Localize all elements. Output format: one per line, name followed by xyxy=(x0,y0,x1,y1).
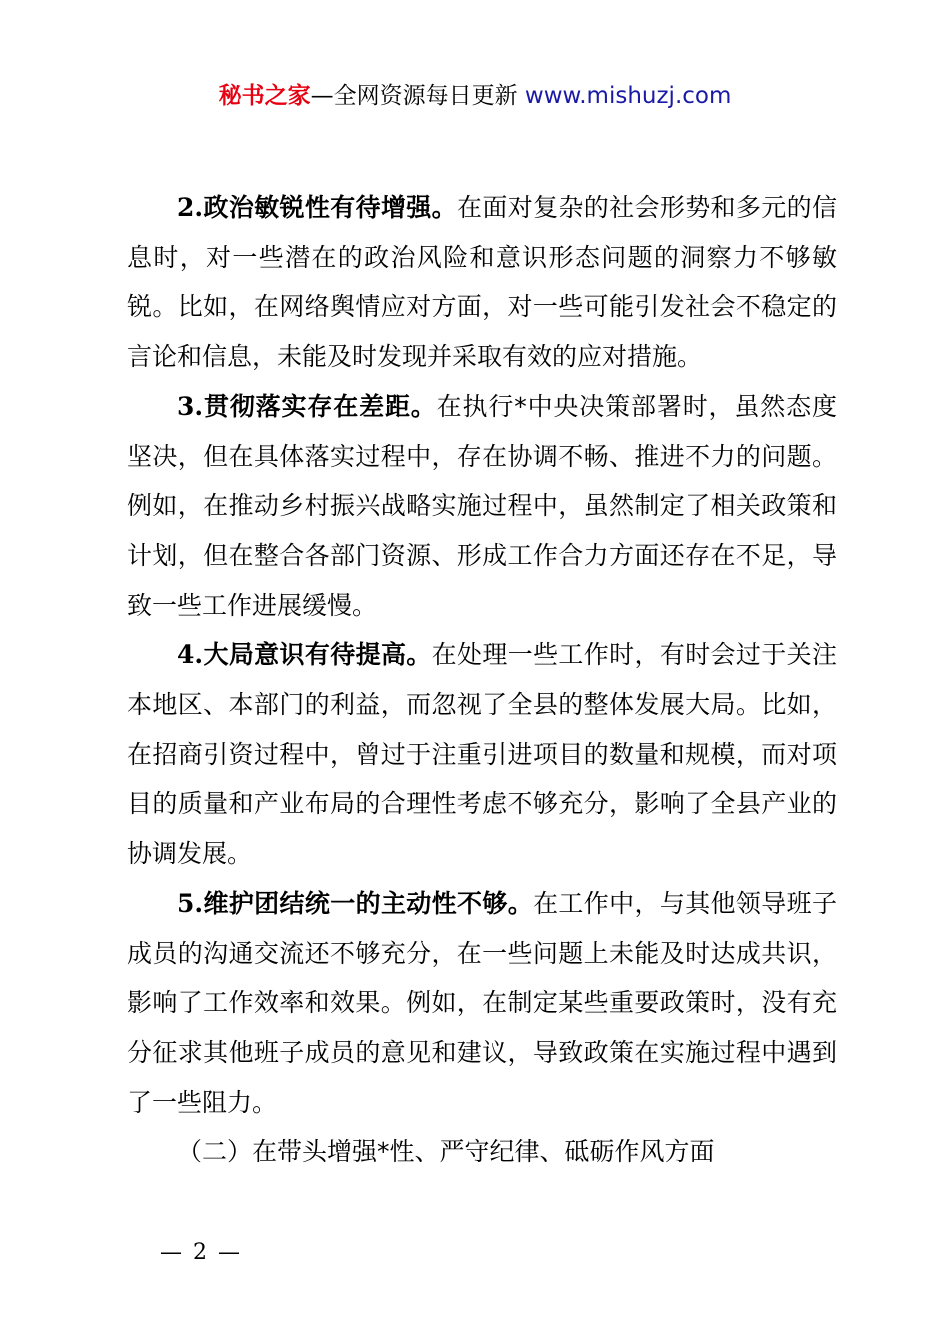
paragraph-item-5 xyxy=(127,879,837,1128)
item-heading: 政治敏锐性有待增强。 xyxy=(203,193,458,222)
item-text: 在执行*中央决策部署时，虽然态度坚决，但在具体落实过程中，存在协调不畅、推进不力的问题。例如，在推动乡村振兴战略实施过程中，虽然制定了相关政策和计划，但在整合各部门资源、形成工作合力方面还存在不足，导致一些工作进展缓慢。 xyxy=(127,391,837,620)
paragraph-item-2 xyxy=(127,183,837,382)
item-heading: 维护团结统一的主动性不够。 xyxy=(203,888,534,918)
paragraph-item-4 xyxy=(127,630,837,879)
item-number: 2. xyxy=(177,193,204,222)
header-tagline: 全网资源每日更新 xyxy=(333,83,518,109)
item-number: 4. xyxy=(177,640,204,670)
page-header xyxy=(0,80,950,112)
item-number: 5. xyxy=(177,888,204,918)
site-url-link[interactable]: www.mishuzj.com xyxy=(524,83,732,109)
section-heading: （二）在带头增强*性、严守纪律、砥砺作风方面 xyxy=(177,1137,715,1167)
item-text: 在处理一些工作时，有时会过于关注本地区、本部门的利益，而忽视了全县的整体发展大局。比如，在招商引资过程中，曾过于注重引进项目的数量和规模，而对项目的质量和产业布局的合理性考虑不够充分，影响了全县产业的协调发展。 xyxy=(127,640,837,869)
item-heading: 贯彻落实存在差距。 xyxy=(203,391,437,421)
item-number: 3. xyxy=(177,391,204,421)
item-text: 在面对复杂的社会形势和多元的信息时，对一些潜在的政治风险和意识形态问题的洞察力不够敏锐。比如，在网络舆情应对方面，对一些可能引发社会不稳定的言论和信息，未能及时发现并采取有效的应对措施。 xyxy=(127,193,837,372)
document-body xyxy=(127,183,837,1177)
site-brand: 秘书之家 xyxy=(218,83,311,109)
page-number: — 2 — xyxy=(160,1240,242,1265)
paragraph-item-3 xyxy=(127,382,837,631)
header-dash: — xyxy=(310,83,334,109)
item-text: 在工作中，与其他领导班子成员的沟通交流还不够充分，在一些问题上未能及时达成共识，影响了工作效率和效果。例如，在制定某些重要政策时，没有充分征求其他班子成员的意见和建议，导致政策在实施过程中遇到了一些阻力。 xyxy=(127,888,837,1117)
item-heading: 大局意识有待提高。 xyxy=(203,640,432,670)
